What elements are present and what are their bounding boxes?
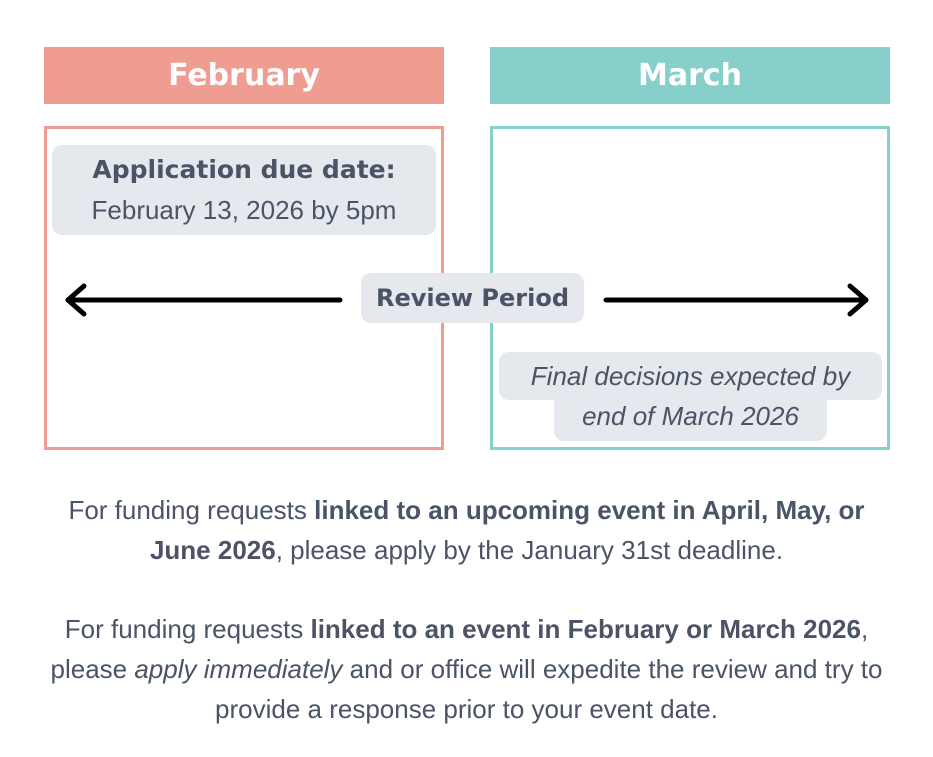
decision-line-1: Final decisions expected by [499, 352, 882, 400]
due-date-value: February 13, 2026 by 5pm [91, 195, 397, 225]
paragraph1-text-2: , please apply by the January 31st deadline. [275, 535, 784, 565]
paragraph2-bold: linked to an event in February or March 2026 [310, 614, 861, 644]
paragraph2-italic: apply immediately [134, 654, 343, 684]
paragraph2-text-3: and or office will expedite the review and try to provide a response prior to your event date. [215, 654, 883, 724]
march-label: March [637, 58, 743, 93]
paragraph1-text-1: For funding requests [68, 495, 315, 525]
paragraph2-text-1: For funding requests [64, 614, 311, 644]
february-label: February [168, 58, 320, 93]
review-period-label: Review Period [361, 273, 584, 323]
due-date-label: Application due date: [92, 155, 396, 184]
paragraph-upcoming-events [40, 490, 893, 570]
paragraph-current-events [40, 609, 893, 729]
due-date-callout [52, 145, 436, 235]
decision-line-2: end of March 2026 [554, 392, 827, 441]
paragraph1-bold: linked to an upcoming event in April, May, or June 2026 [149, 495, 865, 565]
paragraph2-text-2: , please [50, 614, 869, 684]
